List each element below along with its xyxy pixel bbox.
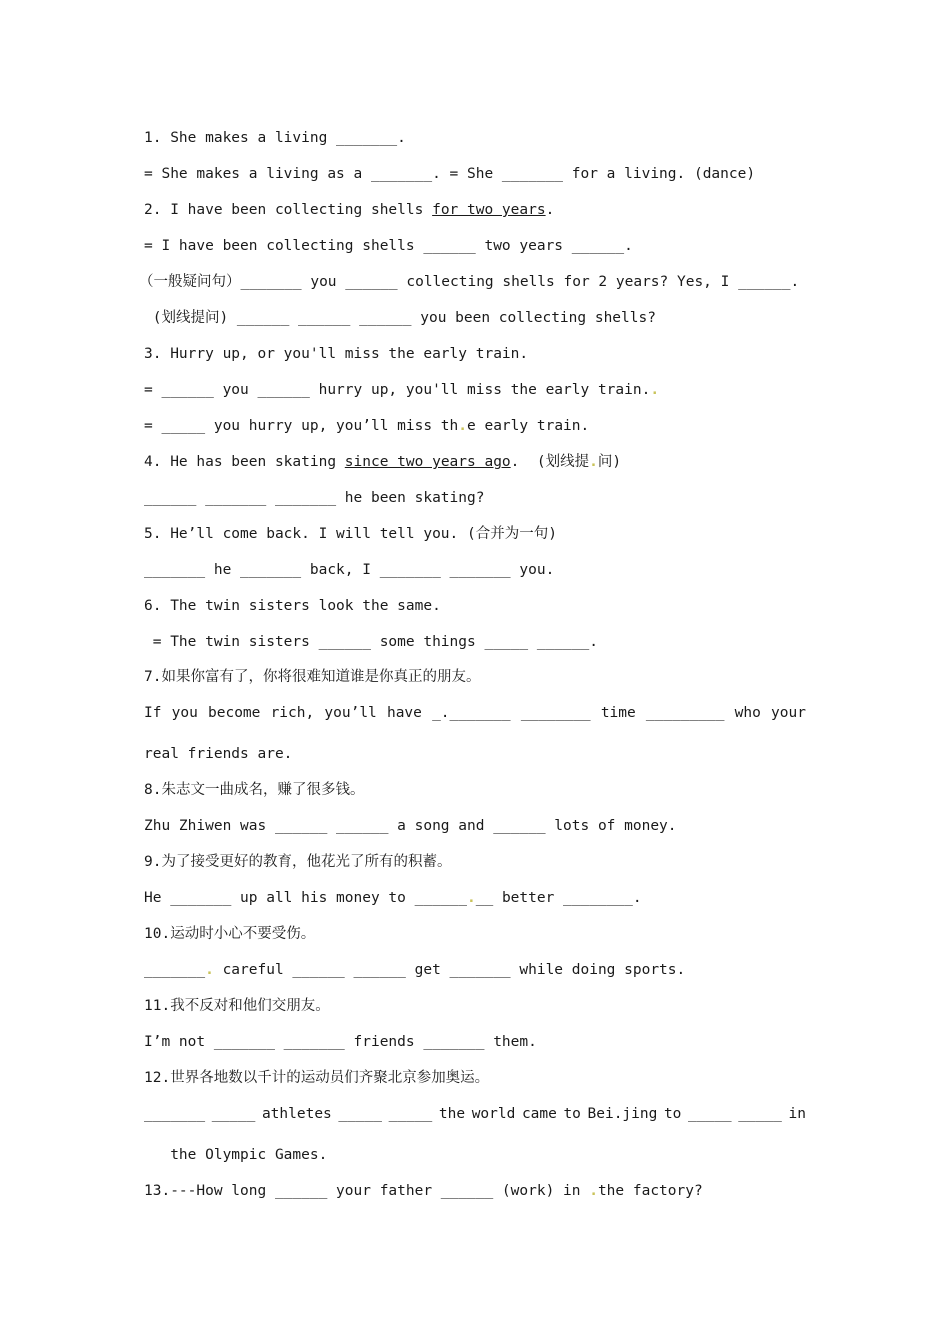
q3-line: 3. Hurry up, or you'll miss the early train. bbox=[144, 346, 529, 362]
q9-text-b: __ better ________. bbox=[475, 890, 642, 906]
word: become bbox=[208, 705, 261, 721]
q8-answer-line: Zhu Zhiwen was ______ ______ a song and ______ lots of money. bbox=[144, 818, 677, 834]
word: came bbox=[521, 1106, 557, 1122]
q9-answer-line bbox=[144, 888, 642, 908]
q7-prompt: 7.如果你富有了，你将很难知道谁是你真正的朋友。 bbox=[144, 669, 481, 685]
q12-prompt: 12.世界各地数以千计的运动员们齐聚北京参加奥运。 bbox=[144, 1070, 490, 1086]
q2-rewrite-line: = I have been collecting shells ______ two years ______. bbox=[144, 238, 633, 254]
q9-text-a: He _______ up all his money to ______ bbox=[144, 890, 468, 906]
q2-general-question-line: （一般疑问句）_______ you ______ collecting shells for 2 years? Yes, I ______. bbox=[139, 274, 800, 290]
word: to bbox=[563, 1106, 581, 1122]
q4-instruction-a: . (划线提 bbox=[510, 454, 590, 470]
q4-underlined-phrase: since two years ago bbox=[344, 454, 511, 470]
blank: _____ bbox=[211, 1106, 256, 1122]
q4-text: 4. He has been skating bbox=[144, 454, 345, 470]
q2-line bbox=[144, 200, 554, 220]
word: athletes bbox=[261, 1106, 332, 1122]
q4-instruction-b: 问) bbox=[597, 454, 622, 470]
word: you’ll bbox=[324, 705, 377, 721]
q2-underlined-phrase: for two years bbox=[432, 202, 546, 218]
blank: _________ bbox=[645, 705, 725, 721]
q7-answer-line bbox=[144, 703, 806, 723]
q2-period: . bbox=[545, 202, 555, 218]
q11-answer-line: I’m not _______ _______ friends _______ them. bbox=[144, 1034, 537, 1050]
q3-rewrite-1-text: = ______ you ______ hurry up, you'll miss the early train. bbox=[144, 382, 651, 398]
blank: _____ bbox=[388, 1106, 433, 1122]
word: the bbox=[438, 1106, 466, 1122]
word: your bbox=[771, 705, 806, 721]
q4-answer-line: ______ _______ _______ he been skating? bbox=[144, 490, 485, 506]
mark-dot: . bbox=[650, 382, 660, 398]
q3-rewrite-2-text-b: e early train. bbox=[467, 418, 590, 434]
q3-rewrite-line-2 bbox=[144, 416, 589, 436]
q11-prompt: 11.我不反对和他们交朋友。 bbox=[144, 998, 330, 1014]
q3-rewrite-line-1 bbox=[144, 380, 659, 400]
q12-answer-line-cont: the Olympic Games. bbox=[144, 1147, 328, 1163]
blank: ________ bbox=[520, 705, 591, 721]
q5-answer-line: _______ he _______ back, I _______ _______ you. bbox=[144, 562, 555, 578]
word: Bei.jing bbox=[587, 1106, 658, 1122]
q9-prompt: 9.为了接受更好的教育，他花光了所有的积蓄。 bbox=[144, 854, 452, 870]
q3-rewrite-2-text-a: = _____ you hurry up, you’ll miss th bbox=[144, 418, 459, 434]
q2-text: 2. I have been collecting shells bbox=[144, 202, 433, 218]
q4-line bbox=[144, 452, 621, 472]
mark-dot: . bbox=[589, 1183, 598, 1199]
q1-line: 1. She makes a living _______. bbox=[144, 130, 406, 146]
q12-answer-line bbox=[144, 1104, 806, 1124]
word: world bbox=[471, 1106, 516, 1122]
q13-line bbox=[144, 1181, 703, 1201]
word: time bbox=[600, 705, 636, 721]
blank: _____ bbox=[338, 1106, 383, 1122]
mark-dot: . bbox=[458, 418, 468, 434]
q7-answer-line-cont: real friends are. bbox=[144, 746, 293, 762]
mark-dot: . bbox=[467, 890, 476, 906]
word: in bbox=[788, 1106, 806, 1122]
word: you bbox=[171, 705, 198, 721]
q10-blank: _______ bbox=[144, 962, 206, 978]
word: If bbox=[144, 705, 162, 721]
q2-special-question-line: (划线提问) ______ ______ ______ you been collecting shells? bbox=[144, 310, 656, 326]
q13-text-a: 13.---How long ______ your father ______ (work) in bbox=[144, 1183, 590, 1199]
q8-prompt: 8.朱志文一曲成名，赚了很多钱。 bbox=[144, 782, 365, 798]
mark-dot: . bbox=[589, 454, 598, 470]
q6-rewrite-line: = The twin sisters ______ some things _____ ______. bbox=[144, 634, 598, 650]
word: who bbox=[734, 705, 761, 721]
q10-prompt: 10.运动时小心不要受伤。 bbox=[144, 926, 316, 942]
blank: _._______ bbox=[432, 705, 511, 721]
q10-text: careful ______ ______ get _______ while doing sports. bbox=[213, 962, 686, 978]
q1-rewrite-line: = She makes a living as a _______. = She _______ for a living. (dance) bbox=[144, 166, 756, 182]
blank: _____ bbox=[688, 1106, 732, 1122]
q10-answer-line bbox=[144, 960, 685, 980]
mark-dot: . bbox=[205, 962, 214, 978]
q6-line: 6. The twin sisters look the same. bbox=[144, 598, 441, 614]
blank: _____ bbox=[738, 1106, 782, 1122]
q5-line: 5. He’ll come back. I will tell you. (合并为一句) bbox=[144, 526, 557, 542]
q13-text-b: the factory? bbox=[597, 1183, 703, 1199]
word: to bbox=[663, 1106, 682, 1122]
blank: _______ bbox=[144, 1106, 206, 1122]
word: rich, bbox=[270, 705, 315, 721]
word: have bbox=[386, 705, 422, 721]
